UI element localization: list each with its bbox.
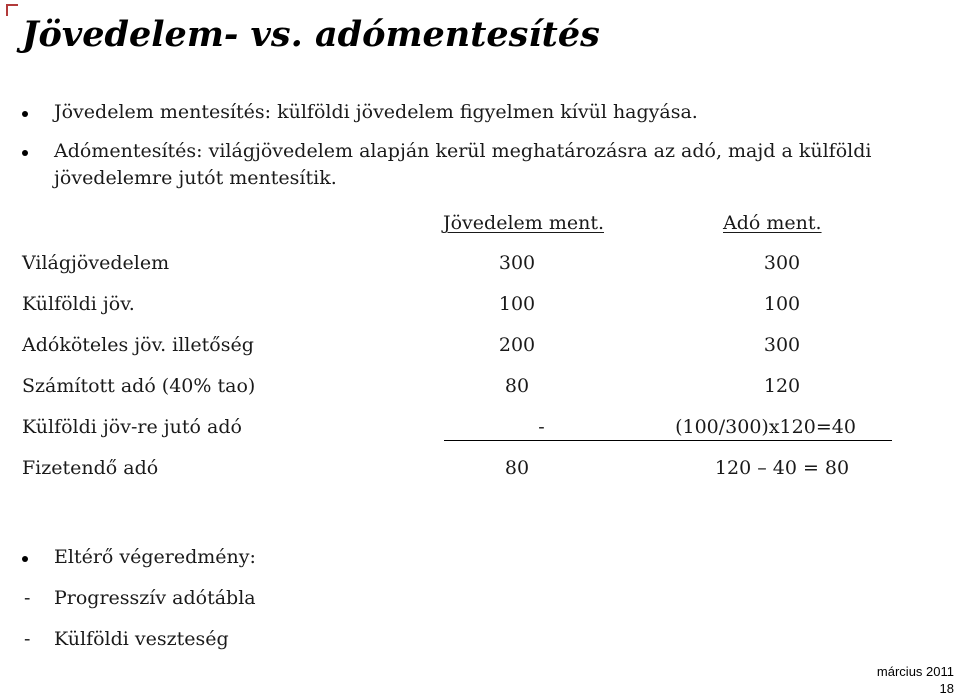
list-item-text: Külföldi veszteség [54, 628, 229, 650]
row-label: Külföldi jöv. [22, 293, 135, 315]
list-item-text: Progresszív adótábla [54, 587, 256, 609]
table-row [22, 334, 942, 375]
bullet-text: Jövedelem mentesítés: külföldi jövedelem figyelmen kívül hagyása. [54, 101, 698, 123]
row-value-tax: 300 [763, 252, 801, 274]
row-label: Külföldi jöv-re jutó adó [22, 416, 242, 438]
bullet-item [22, 99, 947, 126]
header-tax-exemption: Adó ment. [723, 212, 822, 234]
row-value-tax: 120 [763, 375, 801, 397]
row-value-income: 300 [498, 252, 536, 274]
list-item [22, 585, 256, 612]
table-header-row [22, 212, 942, 252]
table-row [22, 416, 942, 457]
row-label: Fizetendő adó [22, 457, 159, 479]
corner-accent [6, 4, 18, 16]
row-label: Számított adó (40% tao) [22, 375, 256, 397]
bullet-list [22, 99, 947, 204]
bullet-dot-icon [22, 150, 28, 156]
table-row [22, 252, 942, 293]
row-value-income: 80 [504, 375, 530, 397]
bullet-item [22, 138, 947, 192]
bullet-text: Eltérő végeredmény: [54, 546, 256, 568]
comparison-table [22, 212, 942, 498]
row-label: Adóköteles jöv. illetőség [22, 334, 254, 356]
row-value-tax: 120 – 40 = 80 [714, 457, 850, 479]
slide-title: Jövedelem- vs. adómentesítés [22, 14, 600, 55]
header-income-exemption: Jövedelem ment. [443, 212, 604, 234]
table-row [22, 293, 942, 334]
bullet-dot-icon [22, 556, 28, 562]
table-row [22, 375, 942, 416]
row-value-income: - [444, 416, 639, 441]
row-value-income: 80 [504, 457, 530, 479]
bullet-text: Adómentesítés: világjövedelem alapján kerül meghatározásra az adó, majd a külföldi jövedelemre jutót mentesítik. [54, 140, 872, 189]
footer-date: március 2011 [876, 664, 954, 679]
list-item [22, 626, 256, 653]
conclusion-list [22, 544, 256, 667]
dash-marker: - [24, 628, 31, 650]
bullet-dot-icon [22, 111, 28, 117]
slide-footer [877, 663, 954, 697]
table-row [22, 457, 942, 498]
row-value-tax: 100 [763, 293, 801, 315]
bullet-item [22, 544, 256, 571]
row-value-income: 200 [498, 334, 536, 356]
page-number: 18 [939, 681, 954, 696]
row-value-income: 100 [498, 293, 536, 315]
row-value-tax: (100/300)x120=40 [639, 416, 892, 441]
row-value-tax: 300 [763, 334, 801, 356]
dash-marker: - [24, 587, 31, 609]
row-label: Világjövedelem [22, 252, 170, 274]
